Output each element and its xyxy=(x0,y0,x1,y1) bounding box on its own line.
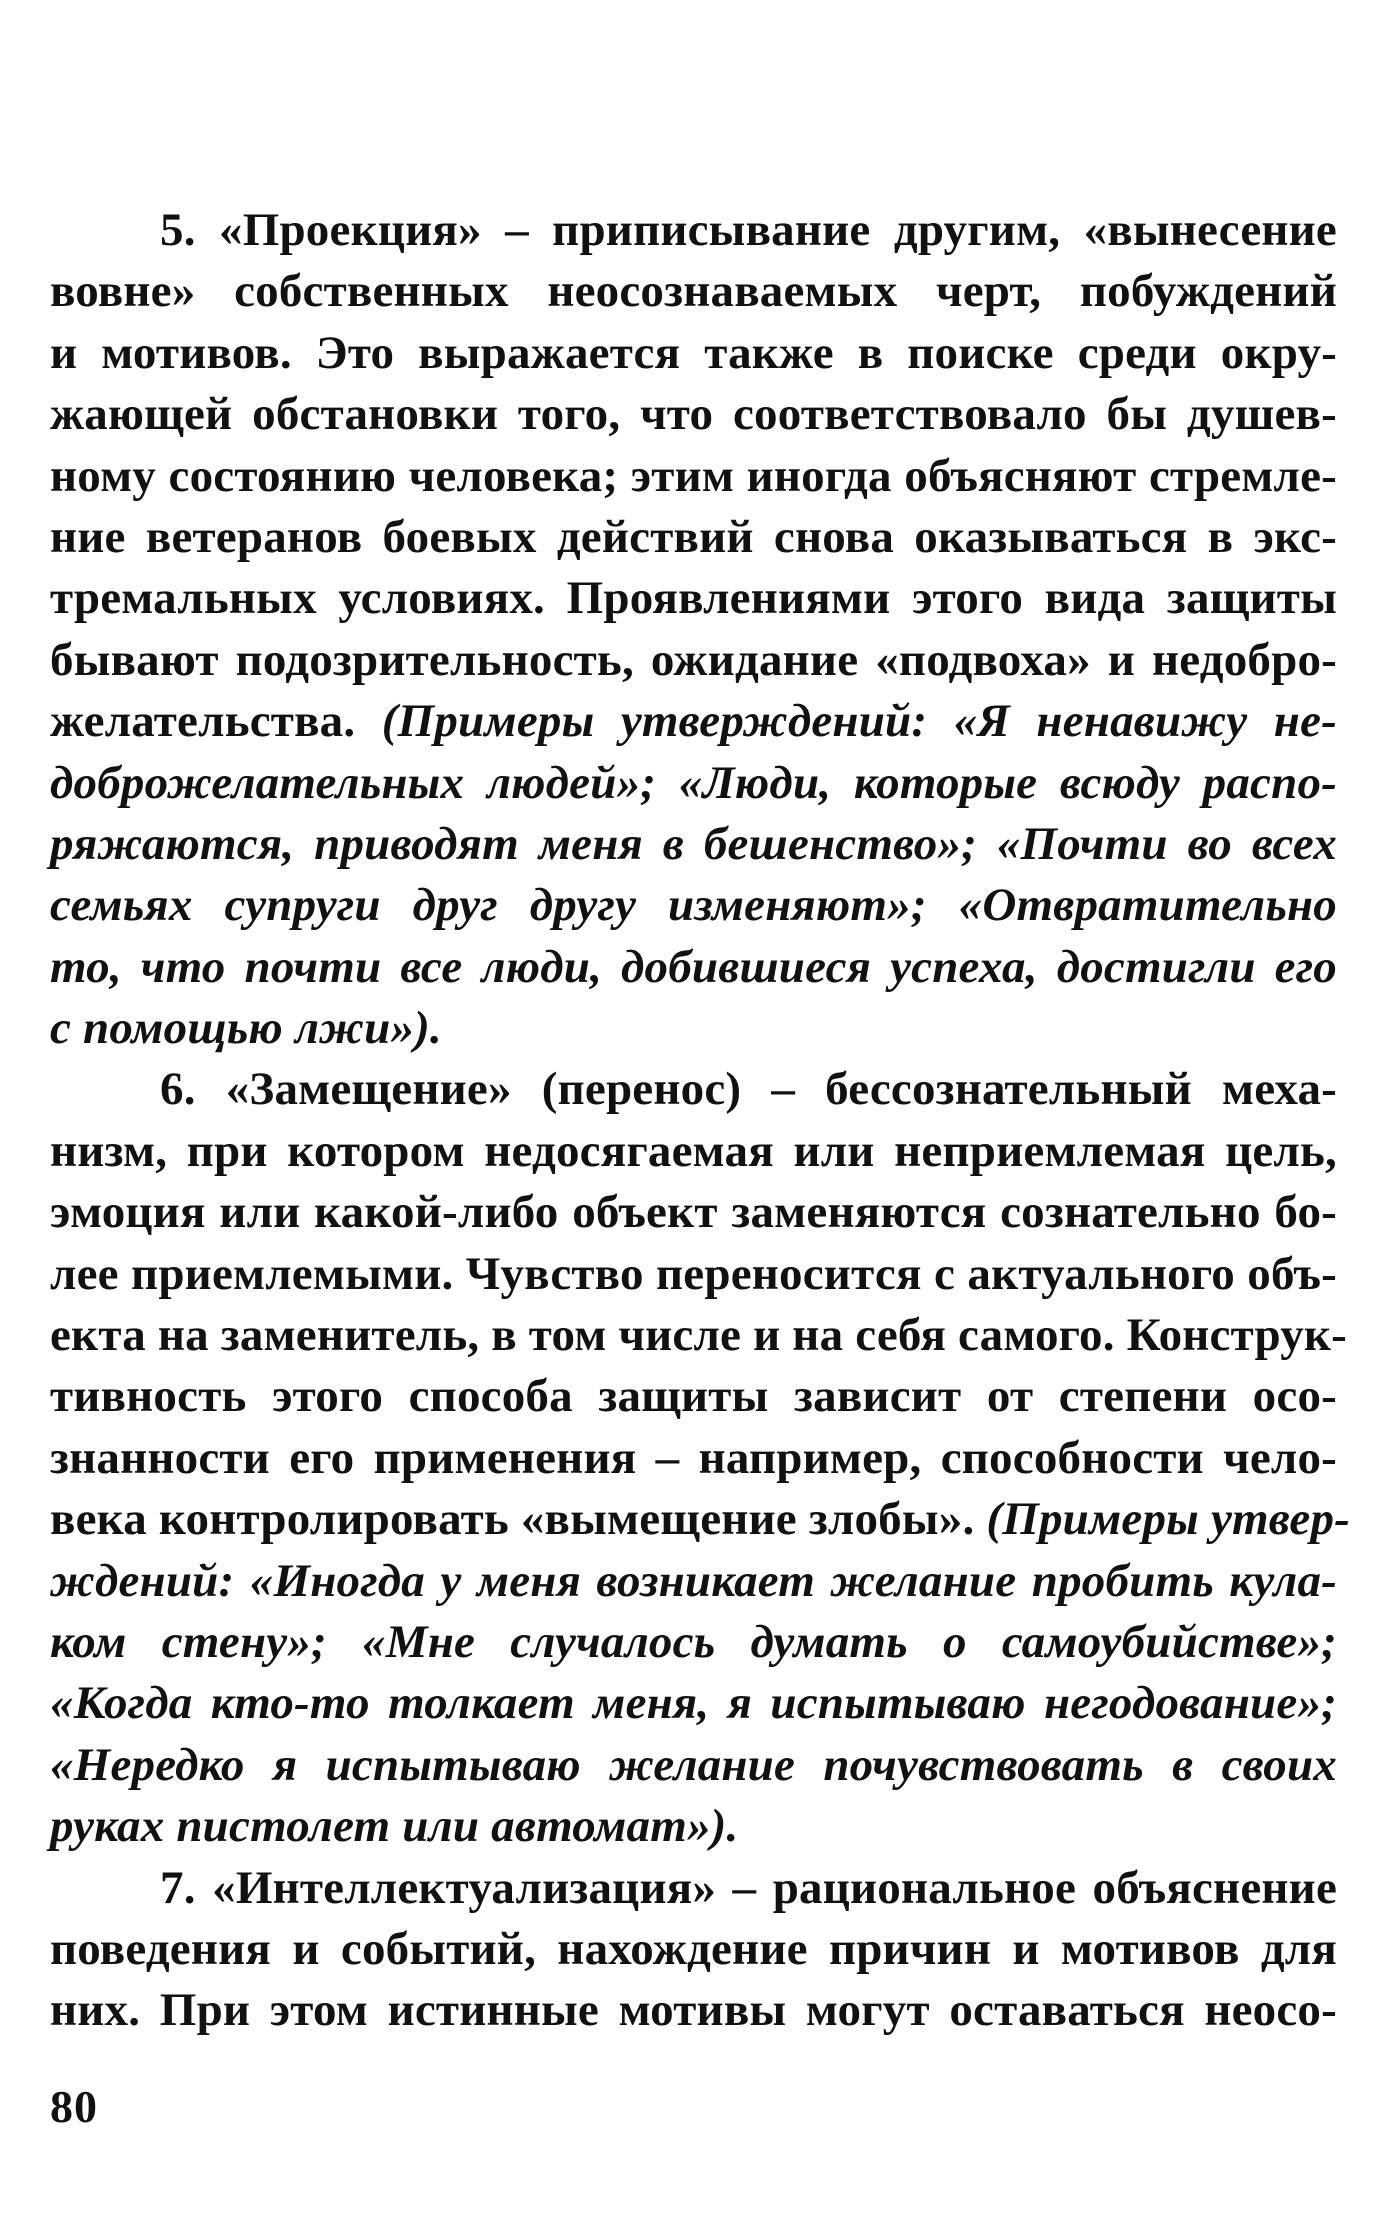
paragraph xyxy=(50,200,1337,1059)
text-line xyxy=(50,998,1337,1059)
italic-text: семьях супруги друг другу изменяют»; «Отвратительно xyxy=(50,879,1337,932)
text-line xyxy=(50,691,1337,752)
italic-text: (Примеры утвер- xyxy=(986,1493,1350,1546)
text-line xyxy=(50,630,1337,691)
text-line xyxy=(50,507,1337,568)
text-run: поведения и событий, нахождение причин и мотивов для xyxy=(50,1922,1337,1975)
text-line xyxy=(50,1796,1337,1857)
text-run: 7. «Интеллектуализация» – рациональное объяснение xyxy=(160,1861,1337,1914)
italic-text: то, что почти все люди, добившиеся успеха, достигли его xyxy=(50,940,1337,993)
text-run: и мотивов. Это выражается также в поиске среди окру- xyxy=(50,326,1337,379)
italic-text: «Нередко я испытываю желание почувствовать в своих xyxy=(50,1738,1337,1791)
text-run: 5. «Проекция» – приписывание другим, «вынесение xyxy=(160,204,1337,256)
text-run: екта на заменитель, в том числе и на себя самого. Конструк- xyxy=(50,1309,1348,1362)
text-line xyxy=(50,1428,1337,1489)
text-line xyxy=(50,753,1337,814)
text-line xyxy=(50,875,1337,936)
text-line xyxy=(50,1612,1337,1673)
text-line xyxy=(50,1919,1337,1980)
text-line xyxy=(50,1366,1337,1427)
text-run: вовне» собственных неосознаваемых черт, побуждений xyxy=(50,265,1337,318)
text-line xyxy=(50,1551,1337,1612)
text-run: ние ветеранов боевых действий снова оказываться в экс- xyxy=(50,510,1337,563)
italic-text: ком стену»; «Мне случалось думать о самоубийстве»; xyxy=(50,1615,1337,1668)
text-run: ному состоянию человека; этим иногда объясняют стремле- xyxy=(50,449,1337,502)
text-line xyxy=(50,200,1337,261)
text-line xyxy=(50,1305,1348,1366)
text-line xyxy=(50,323,1337,384)
text-run: них. При этом истинные мотивы могут оставаться неосо- xyxy=(50,1984,1337,2037)
text-line xyxy=(50,261,1337,322)
text-line xyxy=(50,446,1337,507)
italic-text: доброжелательных людей»; «Люди, которые всюду распо- xyxy=(50,756,1337,809)
text-line xyxy=(50,568,1337,629)
text-line xyxy=(50,1735,1337,1796)
text-line xyxy=(50,1858,1337,1919)
paragraph xyxy=(50,1059,1350,1857)
text-run: тремальных условиях. Проявлениями этого вида защиты xyxy=(50,572,1337,625)
italic-text: ряжаются, приводят меня в бешенство»; «Почти во всех xyxy=(50,817,1337,870)
text-line xyxy=(50,1121,1337,1182)
italic-text: с помощью лжи»). xyxy=(50,1002,442,1055)
page-number: 80 xyxy=(50,2081,98,2132)
text-line xyxy=(50,1673,1337,1734)
text-line xyxy=(50,1489,1350,1550)
text-run: 6. «Замещение» (перенос) – бессознательный меха- xyxy=(160,1063,1337,1116)
text-run: желательства. xyxy=(50,695,382,748)
italic-text: (Примеры утверждений: «Я ненавижу не- xyxy=(381,695,1337,748)
text-run: тивность этого способа защиты зависит от степени осо- xyxy=(50,1370,1337,1423)
page-body xyxy=(50,200,1350,2042)
text-run: жающей обстановки того, что соответствовало бы душев- xyxy=(50,388,1337,441)
text-line xyxy=(50,814,1337,875)
text-run: века контролировать «вымещение злобы». xyxy=(50,1493,987,1546)
text-run: низм, при котором недосягаемая или неприемлемая цель, xyxy=(50,1124,1337,1177)
text-run: знанности его применения – например, способности чело- xyxy=(50,1431,1337,1484)
text-line xyxy=(50,1059,1337,1120)
text-line xyxy=(50,1182,1337,1243)
italic-text: ждений: «Иногда у меня возникает желание пробить кула- xyxy=(50,1554,1337,1607)
paragraph xyxy=(50,1858,1337,2042)
text-line xyxy=(50,1980,1337,2041)
text-run: бывают подозрительность, ожидание «подвоха» и недобро- xyxy=(50,633,1337,686)
text-run: эмоция или какой-либо объект заменяются сознательно бо- xyxy=(50,1186,1337,1239)
italic-text: «Когда кто-то толкает меня, я испытываю негодование»; xyxy=(50,1677,1337,1730)
italic-text: руках пистолет или автомат»). xyxy=(50,1800,739,1853)
text-run: лее приемлемыми. Чувство переносится с актуального объ- xyxy=(50,1247,1337,1300)
text-line xyxy=(50,384,1337,445)
text-line xyxy=(50,937,1337,998)
text-line xyxy=(50,1244,1337,1305)
